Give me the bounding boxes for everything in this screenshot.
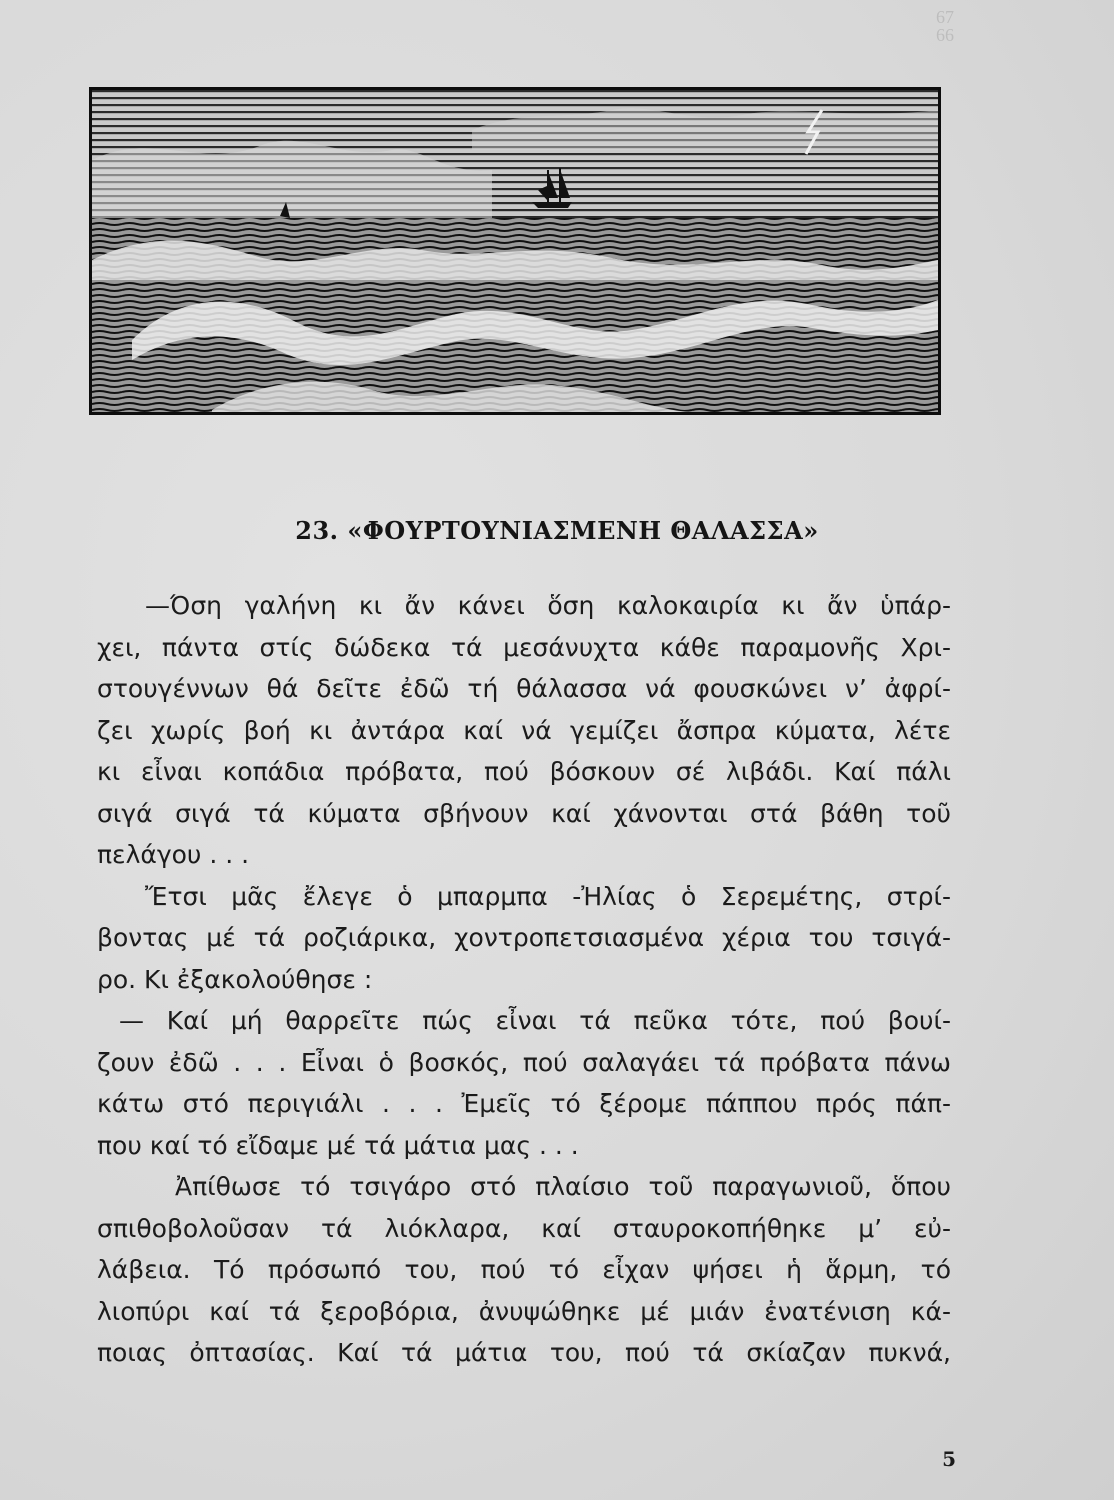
text-line: στουγέννων θά δεῖτε ἐδῶ τή θάλασσα νά φουσκώνει ν’ ἀφρί- xyxy=(97,674,951,703)
text-line: κάτω στό περιγιάλι . . . Ἐμεῖς τό ξέρομε πάππου πρός πάπ- xyxy=(97,1089,951,1118)
text-line: —Όση γαλήνη κι ἄν κάνει ὅση καλοκαιρία κι ἄν ὑπάρ- xyxy=(145,591,951,620)
ghost-mark-1: 67 xyxy=(936,7,954,27)
text-line: πελάγου . . . xyxy=(97,840,250,869)
ghost-mark-2: 66 xyxy=(936,25,954,45)
sea-engraving-illustration xyxy=(89,87,941,415)
text-line: που καί τό εἴδαμε μέ τά μάτια μας . . . xyxy=(97,1130,579,1160)
sea-engraving-svg xyxy=(92,90,938,412)
text-line: κι εἶναι κοπάδια πρόβατα, πού βόσκουν σέ λιβάδι. Καί πάλι xyxy=(97,757,951,786)
page-number: 5 xyxy=(942,1447,956,1471)
text-line: ζει χωρίς βοή κι ἀντάρα καί νά γεμίζει ἄσπρα κύματα, λέτε xyxy=(97,715,951,745)
article-body xyxy=(97,585,951,1374)
text-line: Ἔτσι μᾶς ἔλεγε ὁ μπαρμπα -Ἠλίας ὁ Σερεμέτης, στρί- xyxy=(145,881,951,911)
text-line: λάβεια. Τό πρόσωπό του, πού τό εἶχαν ψήσει ἡ ἅρμη, τό xyxy=(97,1255,951,1284)
text-line: — Καί μή θαρρεῖτε πώς εἶναι τά πεῦκα τότε, πού βουί- xyxy=(119,1006,951,1035)
text-line: ποιας ὀπτασίας. Καί τά μάτια του, πού τά σκίαζαν πυκνά, xyxy=(97,1338,951,1367)
text-line: λιοπύρι καί τά ξεροβόρια, ἀνυψώθηκε μέ μιάν ἐνατένιση κά- xyxy=(97,1296,951,1326)
chapter-title: 23. «ΦΟΥΡΤΟΥΝΙΑΣΜΕΝΗ ΘΑΛΑΣΣΑ» xyxy=(295,516,819,545)
bleed-through-marks xyxy=(936,8,954,44)
text-line: ρο. Κι ἐξακολούθησε : xyxy=(97,964,373,994)
text-line: σπιθοβολοῦσαν τά λιόκλαρα, καί σταυροκοπήθηκε μ’ εὐ- xyxy=(97,1213,951,1243)
text-line: ζουν ἐδῶ . . . Εἶναι ὁ βοσκός, πού σαλαγάει τά πρόβατα πάνω xyxy=(97,1047,951,1077)
text-line: Ἀπίθωσε τό τσιγάρο στό πλαίσιο τοῦ παραγωνιοῦ, ὅπου xyxy=(175,1172,951,1201)
text-line: σιγά σιγά τά κύματα σβήνουν καί χάνονται στά βάθη τοῦ xyxy=(97,798,951,828)
text-line: βοντας μέ τά ροζιάρικα, χοντροπετσιασμένα χέρια του τσιγά- xyxy=(97,923,951,952)
text-line: χει, πάντα στίς δώδεκα τά μεσάνυχτα κάθε παραμονῆς Χρι- xyxy=(97,632,951,662)
